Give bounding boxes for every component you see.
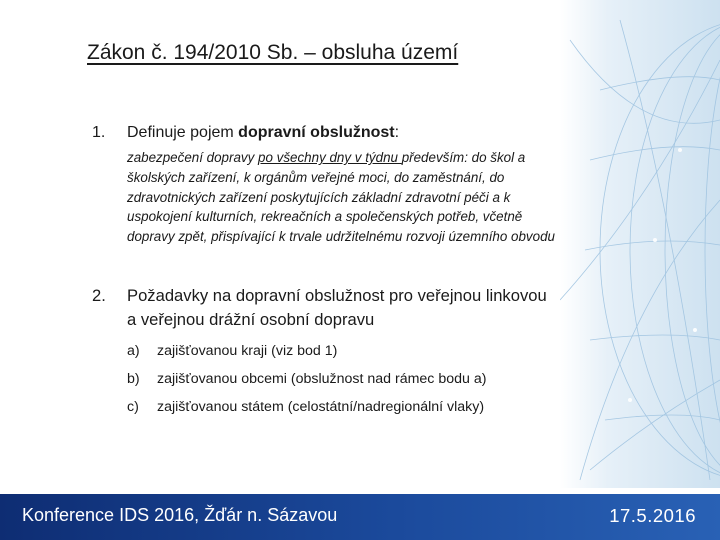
sub-item-b [127, 371, 486, 387]
footer-conference: Konference IDS 2016, Žďár n. Sázavou [22, 505, 338, 525]
quote-part-2: především: do škol a školských zařízení, k orgánům veřejné moci, do zaměstnání, do zdravotnických zařízení poskytujících základní zdravotní péči a k uspokojení kulturních, rekreačních a společenských potřeb, včetně dopravy zpět, přispívající k trvale udržitelnému rozvoji územního obvodu [127, 150, 555, 245]
quote-underlined: po všechny dny v týdnu [258, 150, 402, 165]
sub-text: zajišťovanou obcemi (obslužnost nad rámec bodu a) [157, 371, 487, 387]
sub-item-c [127, 399, 484, 415]
definition-quote [127, 148, 567, 247]
sub-item-a [127, 343, 337, 359]
list-number: 2. [92, 286, 106, 305]
sub-letter: a) [127, 343, 140, 359]
list-text: Požadavky na dopravní obslužnost pro veřejnou linkovou a veřejnou drážní osobní dopravu [127, 286, 547, 329]
list-text-plain: Definuje pojem [127, 124, 239, 141]
term-highlight: dopravní obslužnost [238, 124, 395, 141]
quote-part-1: zabezpečení dopravy [127, 150, 259, 165]
sub-text: zajišťovanou kraji (viz bod 1) [157, 343, 338, 359]
sub-letter: c) [127, 399, 139, 415]
globe-network-decoration [560, 0, 720, 488]
sub-text: zajišťovanou státem (celostátní/nadregionální vlaky) [157, 399, 485, 415]
footer-date: 17.5.2016 [609, 505, 696, 526]
sub-letter: b) [127, 371, 140, 387]
list-number: 1. [92, 124, 106, 141]
list-text-colon: : [394, 124, 400, 141]
list-text [127, 124, 399, 142]
footer-bar [0, 494, 720, 540]
slide-title: Zákon č. 194/2010 Sb. – obsluha území [87, 41, 459, 64]
